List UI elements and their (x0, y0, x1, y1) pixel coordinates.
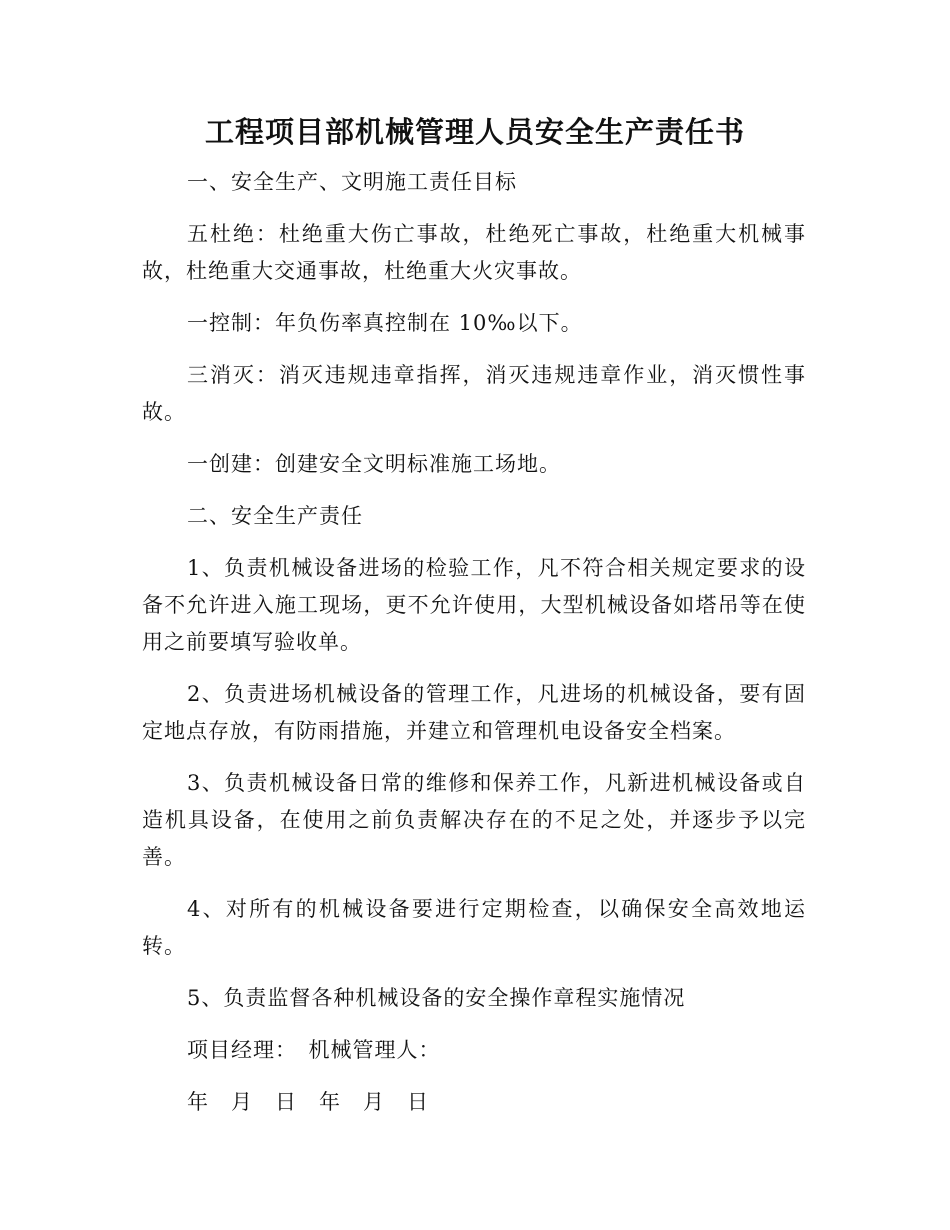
responsibility-item-2: 2、负责进场机械设备的管理工作，凡进场的机械设备，要有固定地点存放，有防雨措施，并建立和管理机电设备安全档案。 (142, 682, 806, 743)
document-body (142, 164, 806, 1136)
responsibility-item-5: 5、负责监督各种机械设备的安全操作章程实施情况 (187, 986, 686, 1010)
date-line: 年 月 日 年 月 日 (187, 1090, 429, 1114)
signature-line: 项目经理： 机械管理人： (187, 1038, 441, 1062)
paragraph-one-creation: 一创建：创建安全文明标准施工场地。 (187, 452, 561, 476)
paragraph-one-control: 一控制：年负伤率真控制在 10‰以下。 (187, 311, 583, 335)
document-title: 工程项目部机械管理人员安全生产责任书 (204, 115, 745, 149)
section-heading-goals: 一、安全生产、文明施工责任目标 (187, 170, 517, 194)
responsibility-item-1: 1、负责机械设备进场的检验工作，凡不符合相关规定要求的设备不允许进入施工现场，更不允许使用，大型机械设备如塔吊等在使用之前要填写验收单。 (142, 556, 806, 654)
section-heading-responsibilities: 二、安全生产责任 (187, 504, 363, 528)
responsibility-item-4: 4、对所有的机械设备要进行定期检查，以确保安全高效地运转。 (142, 897, 806, 958)
paragraph-three-eliminations: 三消灭：消灭违规违章指挥，消灭违规违章作业，消灭惯性事故。 (142, 363, 806, 424)
paragraph-five-eliminations: 五杜绝：杜绝重大伤亡事故，杜绝死亡事故，杜绝重大机械事故，杜绝重大交通事故，杜绝重大火灾事故。 (142, 222, 806, 283)
responsibility-item-3: 3、负责机械设备日常的维修和保养工作，凡新进机械设备或自造机具设备，在使用之前负责解决存在的不足之处，并逐步予以完善。 (142, 771, 806, 869)
